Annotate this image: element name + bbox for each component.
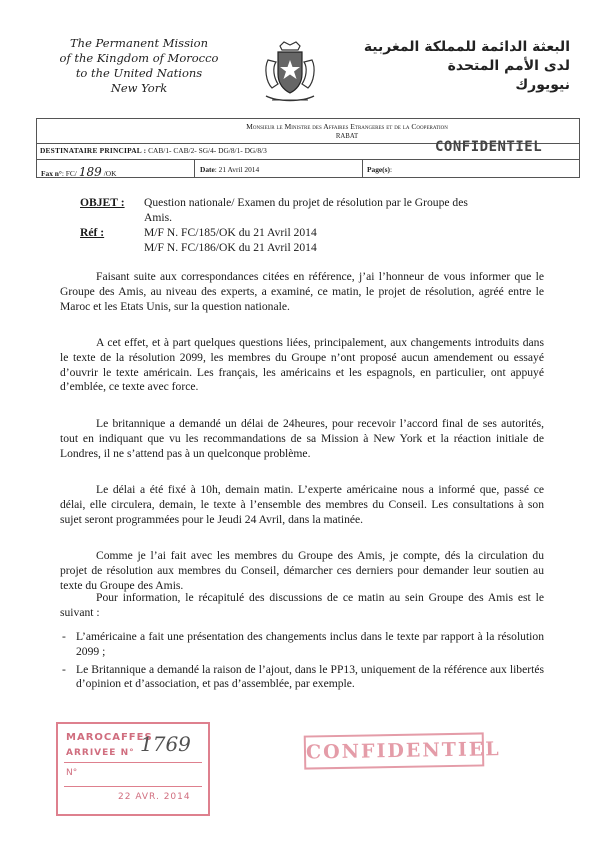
pages-field — [367, 165, 392, 174]
body-paragraph: Le délai a été fixé à 10h, demain matin. L’experte américaine nous a informé que, passé ce délai, elle circulera, demain, le texte à l’ensemble des membres du Conseil. Les consultations à son sujet seront programmées pour le Jeudi 24 Avril, dans la matinée. — [60, 483, 544, 526]
fax-label: Fax n° — [41, 169, 62, 178]
body-paragraph: Faisant suite aux correspondances citées en référence, j’ai l’honneur de vous informer que le Groupe des Amis, au niveau des experts, a examiné, ce matin, le projet de résolution, agréé entre le Maroc et les Etats Unis, sur la question nationale. — [60, 270, 544, 313]
arrival-stamp — [56, 722, 210, 816]
destinataire-value: CAB/1- CAB/2- SG/4- DG/8/1- DG/8/3 — [148, 146, 267, 155]
destinataire-label: DESTINATAIRE PRINCIPAL : — [40, 146, 147, 155]
divider — [64, 786, 202, 787]
ref-line: M/F N. FC/186/OK du 21 Avril 2014 — [144, 241, 317, 254]
letterhead-line: البعثة الدائمة للمملكة المغربية — [363, 39, 570, 55]
fax-header-table — [36, 118, 580, 178]
arrival-stamp-line: ARRIVEE N° — [66, 748, 135, 758]
letterhead-line: نيويورك — [515, 77, 570, 93]
arrival-stamp-line: N° — [66, 768, 78, 778]
objet-line: Question nationale/ Examen du projet de résolution par le Groupe des — [144, 196, 468, 209]
divider — [362, 159, 363, 177]
list-item-text: L’américaine a fait une présentation des changements inclus dans le texte par rapport à la résolution 2099 ; — [76, 630, 544, 658]
letterhead-arabic — [352, 38, 570, 95]
moroccan-coat-of-arms-icon — [258, 38, 322, 108]
fax-prefix: : FC/ — [61, 169, 77, 178]
letterhead-english — [44, 36, 234, 96]
letterhead-line: The Permanent Mission — [70, 36, 208, 50]
bullet-dash-icon: - — [62, 630, 66, 643]
pages-value: : — [389, 165, 393, 174]
letterhead-line: to the United Nations — [75, 66, 203, 80]
body-paragraph: Pour information, le récapitulé des discussions de ce matin au sein Groupe des Amis est le suivant : — [60, 591, 544, 619]
objet-label: OBJET : — [80, 196, 125, 209]
destinataire-field — [40, 146, 267, 155]
divider — [64, 762, 202, 763]
date-label: Date — [200, 165, 215, 174]
fax-number-field — [41, 165, 116, 179]
confidential-stamp: CONFIDENTIEL — [304, 732, 485, 769]
ref-label: Réf : — [80, 226, 105, 239]
body-paragraph: Comme je l’ai fait avec les membres du Groupe des Amis, je compte, dés la circulation du projet de résolution aux membres du Conseil, démarcher ces derniers pour demander leur soutien au texte du Groupe des Amis. — [60, 549, 544, 592]
date-value: : 21 Avril 2014 — [214, 165, 260, 174]
fax-number-handwritten: 189 — [78, 165, 102, 179]
body-paragraph: Le britannique a demandé un délai de 24heures, pour recevoir l’accord final de ses autorités, tout en indiquant que vu les recommandations de sa Mission à New York et la réaction initiale de Londres, il ne s’attend pas à un quelconque problème. — [60, 417, 544, 460]
list-item — [62, 630, 544, 660]
date-field — [200, 165, 259, 174]
recipient-name: Monsieur le Ministre des Affaires Etrangeres et de la Cooperation — [246, 122, 448, 131]
confidential-header-stamp: CONFIDENTIEL — [435, 139, 543, 155]
bullet-list — [62, 630, 544, 695]
body-paragraph: A cet effet, et à part quelques questions liées, principalement, aux changements introduits dans le texte de la résolution 2099, les membres du Groupe n’ont proposé aucun amendement ou essayé d’ouvrir le texte américain. Les français, les américains et les espagnols, en particulier, ont appuyé d’emblée, ce texte avec force. — [60, 336, 544, 394]
recipient-city: RABAT — [335, 133, 359, 140]
ref-line: M/F N. FC/185/OK du 21 Avril 2014 — [144, 226, 317, 239]
bullet-dash-icon: - — [62, 662, 66, 676]
letterhead-line: of the Kingdom of Morocco — [59, 51, 219, 65]
arrival-date: 22 AVR. 2014 — [118, 792, 191, 802]
letterhead-line: لدى الأمم المتحدة — [447, 58, 570, 74]
divider — [194, 159, 195, 177]
arrival-stamp-line: MAROCAFFES — [66, 732, 153, 743]
objet-line: Amis. — [144, 211, 173, 224]
fax-suffix: /OK — [103, 169, 117, 178]
list-item-text: Le Britannique a demandé la raison de l’ajout, dans le PP13, uniquement de la référence aux libertés d’opinion et d’association, et pas d’assemblée, par exemple. — [76, 662, 544, 691]
divider — [37, 159, 579, 160]
list-item — [62, 663, 544, 693]
pages-label: Page(s) — [367, 165, 390, 174]
arrival-number-handwritten: 1769 — [140, 732, 191, 756]
letterhead-line: New York — [110, 81, 168, 95]
